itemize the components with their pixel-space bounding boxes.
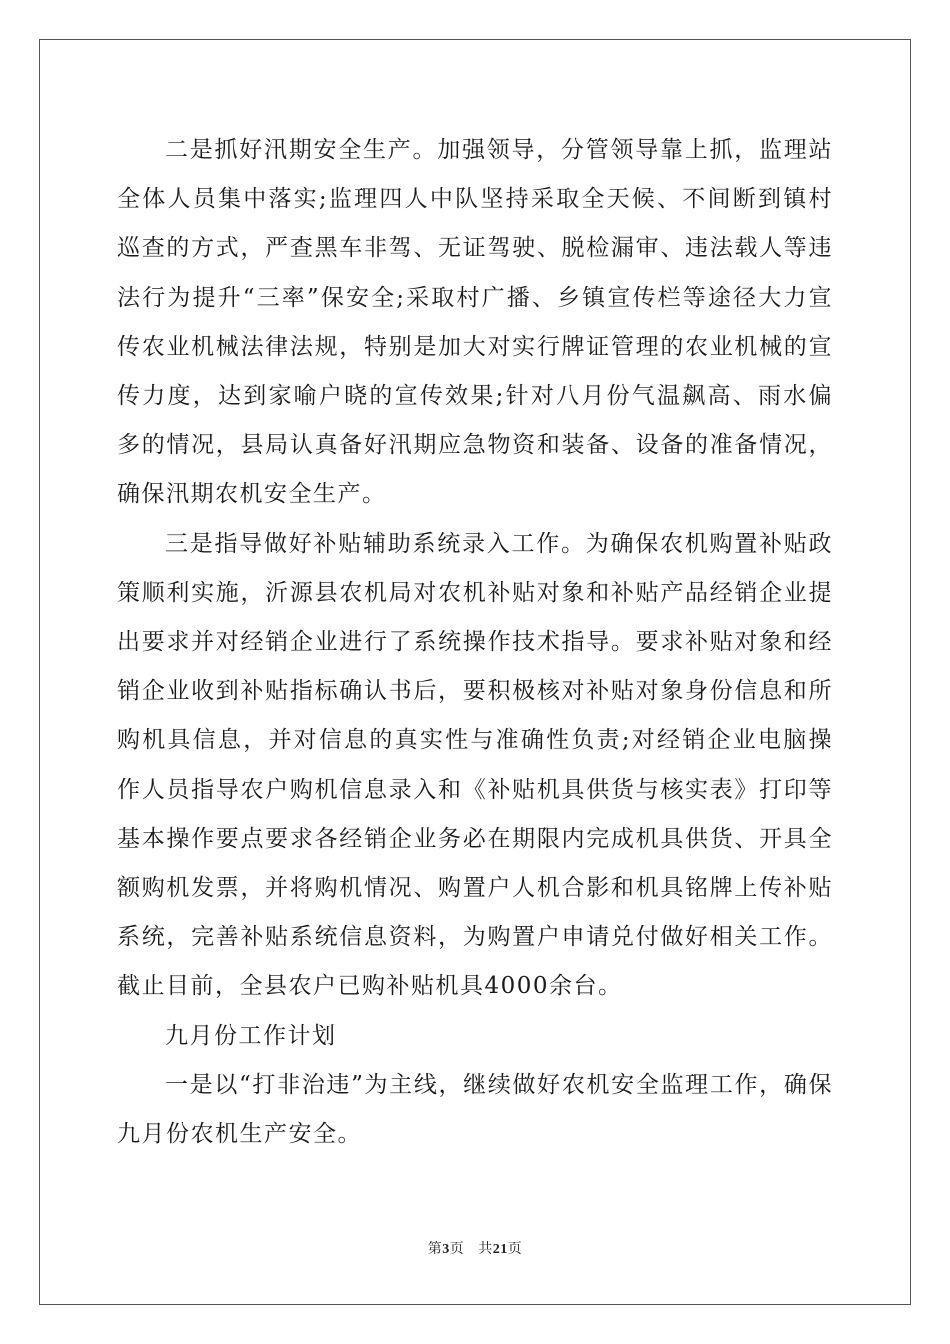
page-prefix: 第: [427, 1241, 443, 1257]
total-page-count: 21: [492, 1242, 508, 1257]
current-page-number: 3: [442, 1242, 450, 1257]
paragraph-flood-safety: 二是抓好汛期安全生产。加强领导，分管领导靠上抓，监理站全体人员集中落实;监理四人中队坚持采取全天候、不间断到镇村巡查的方式，严查黑车非驾、无证驾驶、脱检漏审、违法载人等违法行为提升“三率”保安全;采取村广播、乡镇宣传栏等途径大力宣传农业机械法律法规，特别是加大对实行牌证管理的农业机械的宣传力度，达到家喻户晓的宣传效果;针对八月份气温飙高、雨水偏多的情况，县局认真备好汛期应急物资和装备、设备的准备情况，确保汛期农机安全生产。: [117, 137, 833, 508]
total-prefix: 共: [478, 1241, 493, 1257]
page-footer: [0, 1238, 950, 1258]
paragraph-subsidy-system: 三是指导做好补贴辅助系统录入工作。为确保农机购置补贴政策顺利实施，沂源县农机局对农机补贴对象和补贴产品经销企业提出要求并对经销企业进行了系统操作技术指导。要求补贴对象和经销企业收到补贴指标确认书后，要积极核对补贴对象身份信息和所购机具信息，并对信息的真实性与准确性负责;对经销企业电脑操作人员指导农户购机信息录入和《补贴机具供货与核实表》打印等基本操作要点要求各经销企业务必在期限内完成机具供货、开具全额购机发票，并将购机情况、购置户人机合影和机具铭牌上传补贴系统，完善补贴系统信息资料，为购置户申请兑付做好相关工作。截止目前，全县农户已购补贴机具4000余台。: [117, 530, 833, 1000]
page-suffix: 页: [449, 1241, 465, 1257]
document-body: [117, 126, 833, 1159]
total-suffix: 页: [507, 1241, 523, 1257]
section-heading-september-plan: 九月份工作计划: [165, 1022, 337, 1049]
paragraph-safety-supervision: 一是以“打非治违”为主线，继续做好农机安全监理工作，确保九月份农机生产安全。: [117, 1071, 833, 1148]
